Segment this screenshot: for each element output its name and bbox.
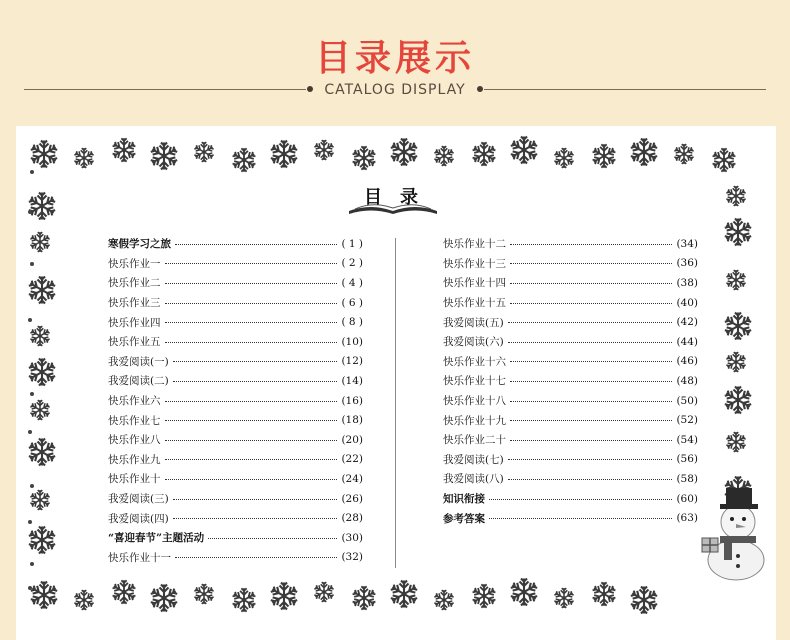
- snowflake-icon: [591, 143, 617, 169]
- toc-leader: [510, 419, 672, 421]
- toc-title: 快乐作业一: [108, 257, 161, 270]
- snow-dot: [30, 484, 34, 488]
- toc-row: [108, 508, 363, 528]
- toc-leader: [165, 321, 338, 323]
- toc-page: (22): [341, 453, 363, 466]
- toc-row: [108, 410, 363, 430]
- snowflake-icon: [27, 275, 57, 305]
- toc-row: [443, 352, 698, 372]
- toc-page: (42): [676, 316, 698, 329]
- divider-right: [484, 89, 766, 90]
- snowflake-icon: [629, 585, 659, 615]
- toc-leader: [208, 537, 337, 539]
- toc-row: [443, 254, 698, 274]
- snowflake-icon: [193, 141, 215, 163]
- toc-leader: [165, 302, 338, 304]
- toc-title: 快乐作业二十: [443, 434, 506, 447]
- snowflake-icon: [111, 137, 137, 163]
- toc-page: (44): [676, 335, 698, 348]
- snowflake-icon: [313, 139, 335, 161]
- toc-leader: [165, 341, 338, 343]
- snowflake-icon: [27, 191, 57, 221]
- snowflake-icon: [509, 135, 539, 165]
- toc-page: ( 1 ): [341, 237, 363, 250]
- toc-row: [443, 508, 698, 528]
- toc-page: (50): [676, 394, 698, 407]
- column-divider: [395, 238, 396, 568]
- toc-leader: [489, 517, 672, 519]
- toc-title: 快乐作业四: [108, 316, 161, 329]
- toc-page: (58): [676, 472, 698, 485]
- toc-row: [108, 391, 363, 411]
- snowflake-icon: [27, 525, 57, 555]
- snowflake-icon: [509, 577, 539, 607]
- snowflake-icon: [471, 141, 497, 167]
- snowflake-icon: [149, 141, 179, 171]
- snowman-icon: [700, 482, 772, 582]
- toc-row: [108, 352, 363, 372]
- toc-row: [108, 254, 363, 274]
- subtitle-line: [24, 80, 766, 100]
- toc-title: 我爱阅读(八): [443, 473, 504, 486]
- snowflake-icon: [29, 580, 59, 610]
- toc-page: (12): [341, 355, 363, 368]
- snowflake-icon: [269, 139, 299, 169]
- toc-leader: [510, 243, 672, 245]
- snowflake-icon: [111, 579, 137, 605]
- toc-row: [443, 312, 698, 332]
- toc-page: (56): [676, 453, 698, 466]
- snowflake-icon: [29, 489, 51, 511]
- toc-row: [443, 293, 698, 313]
- snowflake-icon: [193, 583, 215, 605]
- toc-page: ( 4 ): [341, 276, 363, 289]
- snowflake-icon: [29, 231, 51, 253]
- toc-page: (18): [341, 414, 363, 427]
- toc-row: [108, 293, 363, 313]
- toc-leader: [510, 302, 672, 304]
- snowflake-icon: [725, 185, 747, 207]
- toc-row: [108, 332, 363, 352]
- page-subtitle: CATALOG DISPLAY: [324, 82, 466, 98]
- snow-dot: [28, 318, 32, 322]
- toc-leader: [510, 380, 672, 382]
- toc-title: 我爱阅读(三): [108, 493, 169, 506]
- snow-dot: [30, 170, 34, 174]
- toc-page: (54): [676, 433, 698, 446]
- toc-row: [108, 371, 363, 391]
- toc-leader: [508, 321, 673, 323]
- toc-leader: [165, 282, 338, 284]
- snowflake-icon: [433, 145, 455, 167]
- toc-leader: [173, 498, 338, 500]
- toc-leader: [508, 478, 673, 480]
- toc-leader: [173, 517, 338, 519]
- toc-row: [108, 234, 363, 254]
- toc-leader: [508, 458, 673, 460]
- toc-page: (28): [341, 512, 363, 525]
- toc-row: [443, 430, 698, 450]
- snowflake-icon: [313, 581, 335, 603]
- snowflake-icon: [725, 269, 747, 291]
- toc-title: 快乐作业十五: [443, 297, 506, 310]
- snowflake-icon: [351, 145, 377, 171]
- toc-leader: [510, 262, 672, 264]
- toc-page: (60): [676, 492, 698, 505]
- toc-title: 我爱阅读(四): [108, 512, 169, 525]
- toc-row: [108, 312, 363, 332]
- snowflake-icon: [553, 147, 575, 169]
- snowflake-icon: [673, 143, 695, 165]
- toc-title: 快乐作业九: [108, 453, 161, 466]
- toc-title: 我爱阅读(六): [443, 336, 504, 349]
- toc-leader: [165, 262, 338, 264]
- toc-title: “喜迎春节”主题活动: [108, 532, 205, 545]
- toc-title: 快乐作业十四: [443, 277, 506, 290]
- snowflake-icon: [351, 585, 377, 611]
- toc-page: (36): [676, 257, 698, 270]
- toc-leader: [175, 556, 337, 558]
- snow-dot: [30, 562, 34, 566]
- divider-left: [24, 89, 306, 90]
- toc-leader: [510, 282, 672, 284]
- toc-page: (24): [341, 472, 363, 485]
- toc-leader: [165, 478, 338, 480]
- toc-row: [108, 548, 363, 568]
- snowflake-icon: [723, 385, 753, 415]
- toc-title: 我爱阅读(二): [108, 375, 169, 388]
- toc-leader: [510, 400, 672, 402]
- snowflake-icon: [591, 581, 617, 607]
- toc-leader: [508, 341, 673, 343]
- snowflake-icon: [723, 311, 753, 341]
- snow-dot: [28, 430, 32, 434]
- toc-page: (26): [341, 492, 363, 505]
- toc-leader: [510, 360, 672, 362]
- page-title: 目录展示: [314, 38, 475, 79]
- toc-title: 寒假学习之旅: [108, 238, 171, 251]
- toc-row: [443, 234, 698, 254]
- toc-leader: [489, 498, 672, 500]
- snowflake-icon: [389, 579, 419, 609]
- toc-page: (14): [341, 374, 363, 387]
- snowflake-icon: [269, 581, 299, 611]
- toc-leader: [165, 439, 338, 441]
- toc-page: (48): [676, 374, 698, 387]
- toc-leader: [510, 439, 672, 441]
- snow-dot: [28, 586, 32, 590]
- snowflake-icon: [29, 139, 59, 169]
- toc-title: 我爱阅读(五): [443, 316, 504, 329]
- snowflake-icon: [73, 589, 95, 611]
- toc-title: 快乐作业六: [108, 395, 161, 408]
- snowflake-icon: [29, 325, 51, 347]
- snowflake-icon: [27, 357, 57, 387]
- toc-row: [108, 489, 363, 509]
- toc-row: [108, 528, 363, 548]
- toc-row: [108, 430, 363, 450]
- toc-page: (16): [341, 394, 363, 407]
- toc-page: (34): [676, 237, 698, 250]
- toc-leader: [165, 400, 338, 402]
- toc-page: ( 6 ): [341, 296, 363, 309]
- toc-title: 快乐作业十九: [443, 414, 506, 427]
- snowflake-icon: [471, 583, 497, 609]
- toc-page: (63): [676, 512, 698, 525]
- toc-title: 快乐作业十: [108, 473, 161, 486]
- toc-title: 快乐作业三: [108, 297, 161, 310]
- snowflake-icon: [553, 587, 575, 609]
- toc-leader: [173, 360, 338, 362]
- toc-leader: [173, 380, 338, 382]
- toc-page: (32): [341, 551, 363, 564]
- toc-title: 快乐作业二: [108, 277, 161, 290]
- toc-title: 快乐作业十七: [443, 375, 506, 388]
- toc-page: (30): [341, 531, 363, 544]
- toc-title: 快乐作业十一: [108, 551, 171, 564]
- toc-page: (20): [341, 433, 363, 446]
- toc-row: [443, 410, 698, 430]
- toc-row: [108, 450, 363, 470]
- toc-title: 参考答案: [443, 512, 485, 525]
- toc-title: 快乐作业十二: [443, 238, 506, 251]
- toc-page: (38): [676, 276, 698, 289]
- snow-dot: [30, 262, 34, 266]
- snowflake-icon: [27, 437, 57, 467]
- toc-right-column: [443, 234, 698, 528]
- snowflake-icon: [629, 137, 659, 167]
- toc-title: 快乐作业十八: [443, 395, 506, 408]
- snowflake-icon: [725, 351, 747, 373]
- snowflake-icon: [723, 217, 753, 247]
- catalog-heading-wrap: [345, 183, 441, 217]
- snow-dot: [28, 520, 32, 524]
- toc-left-column: [108, 234, 363, 567]
- toc-row: [443, 450, 698, 470]
- toc-page: (52): [676, 414, 698, 427]
- toc-leader: [165, 419, 338, 421]
- snowflake-icon: [231, 587, 257, 613]
- toc-leader: [165, 458, 338, 460]
- toc-title: 快乐作业八: [108, 434, 161, 447]
- catalog-heading: 目录: [364, 187, 436, 208]
- snowflake-icon: [29, 399, 51, 421]
- toc-page: ( 8 ): [341, 316, 363, 329]
- toc-row: [443, 489, 698, 509]
- toc-title: 快乐作业七: [108, 414, 161, 427]
- snow-dot: [30, 392, 34, 396]
- toc-page: (46): [676, 355, 698, 368]
- snow-dot: [28, 210, 32, 214]
- snowflake-icon: [433, 589, 455, 611]
- snowflake-icon: [149, 583, 179, 613]
- toc-title: 我爱阅读(七): [443, 453, 504, 466]
- toc-row: [443, 371, 698, 391]
- toc-title: 快乐作业十三: [443, 257, 506, 270]
- toc-title: 快乐作业十六: [443, 355, 506, 368]
- toc-row: [443, 469, 698, 489]
- snowflake-icon: [725, 431, 747, 453]
- toc-page: (40): [676, 296, 698, 309]
- snowflake-icon: [389, 137, 419, 167]
- dot-right: [477, 86, 483, 92]
- snowflake-icon: [73, 147, 95, 169]
- toc-title: 我爱阅读(一): [108, 355, 169, 368]
- toc-row: [443, 273, 698, 293]
- toc-row: [443, 332, 698, 352]
- snowflake-icon: [711, 147, 737, 173]
- snowflake-icon: [231, 147, 257, 173]
- toc-row: [443, 391, 698, 411]
- toc-page: ( 2 ): [341, 257, 363, 270]
- toc-leader: [175, 243, 337, 245]
- toc-title: 知识衔接: [443, 493, 485, 506]
- toc-page: (10): [341, 335, 363, 348]
- toc-row: [108, 469, 363, 489]
- toc-row: [108, 273, 363, 293]
- toc-title: 快乐作业五: [108, 336, 161, 349]
